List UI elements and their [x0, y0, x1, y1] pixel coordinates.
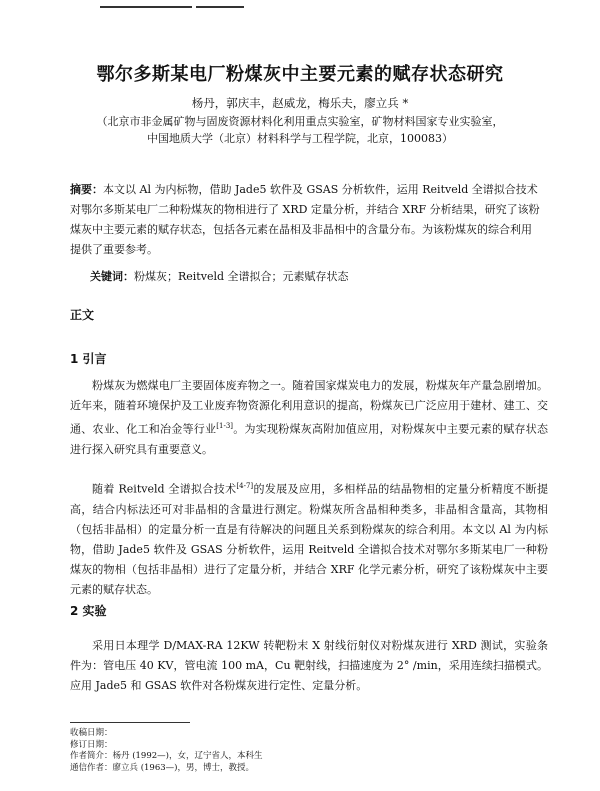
section-1-paragraph-2	[70, 476, 548, 600]
paragraph-text: 。为实现粉煤灰高附加值应用，对粉煤灰中主要元素的赋存状态进行探入研究具有重要意义。	[70, 422, 549, 456]
author-list: 杨丹，郭庆丰，赵威龙，梅乐夫，廖立兵 *	[191, 96, 409, 110]
paragraph-text: 随着 Reitveld 全谱拟合技术	[92, 482, 237, 496]
section-1-heading: 1 引言	[70, 352, 107, 366]
keywords-label: 关键词：	[90, 270, 134, 283]
section-2-heading: 2 实验	[70, 604, 107, 618]
paper-title: 鄂尔多斯某电厂粉煤灰中主要元素的赋存状态研究	[96, 64, 504, 85]
main-heading: 正文	[70, 308, 95, 322]
footnote-revised: 修订日期：	[70, 739, 113, 750]
section-2-paragraph-1: 采用日本理学 D/MAX-RA 12KW 转靶粉末 X 射线衍射仪对粉煤灰进行 XRD 测试，实验条件为：管电压 40 KV，管电流 100 mA，Cu 靶射线，扫描速度为 2° /min，采用连续扫描模式。应用 Jade5 和 GSAS 软件对各粉煤灰进行定性、定量分析。	[70, 639, 548, 692]
footnote-rule	[70, 722, 190, 723]
footnote-corresponding: 通信作者：廖立兵 (1963—)，男，博士，教授。	[70, 762, 254, 773]
abstract-label: 摘要：	[70, 183, 103, 196]
section-1-paragraph-1	[70, 376, 548, 460]
header-rule	[100, 6, 192, 8]
affiliation-line-1: （北京市非金属矿物与固废资源材料化利用重点实验室，矿物材料国家专业实验室，	[96, 115, 504, 128]
paragraph-text: 粉煤灰为燃煤电厂主要固体废弃物之一。随着国家煤炭电力的发展，粉煤灰年产量急剧增加。近年来，随着环境保护及工业废弃物资源化利用意识的提高，粉煤灰已广泛应用于建材、建工、交通、农业、化工和冶金等行业	[70, 379, 548, 436]
paragraph-text: 的发展及应用，多相样品的结晶物相的定量分析精度不断提高，结合内标法还可对非晶相的含量进行测定。粉煤灰所含晶相种类多，非晶相含量高，其物相（包括非晶相）的定量分析一直是有待解决的问题且关系到粉煤灰的综合利用。本文以 Al 为内标物，借助 Jade5 软件及 GSAS 分析软件，运用 Reitveld 全谱拟合技术对鄂尔多斯某电厂一种粉煤灰的物相（包括非晶相）进行了定量分析，并结合 XRF 化学元素分析，研究了该粉煤灰中主要元素的赋存状态。	[70, 482, 549, 596]
abstract	[70, 180, 540, 260]
citation: [4-7]	[236, 482, 254, 490]
footnotes	[70, 728, 470, 774]
header-rule-short	[196, 6, 244, 8]
keywords	[90, 268, 540, 284]
keywords-text: 粉煤灰；Reitveld 全谱拟合；元素赋存状态	[134, 270, 349, 283]
footnote-author-bio: 作者简介：杨丹 (1992—)，女，辽宁省人，本科生	[70, 751, 263, 761]
citation: [1-3]	[216, 422, 233, 430]
affiliation-line-2: 中国地质大学（北京）材料科学与工程学院，北京，100083）	[147, 132, 453, 145]
abstract-text: 本文以 Al 为内标物，借助 Jade5 软件及 GSAS 分析软件，运用 Reitveld 全谱拟合技术对鄂尔多斯某电厂二种粉煤灰的物相进行了 XRD 定量分析，并结合 XRF 分析结果，研究了该粉煤灰中主要元素的赋存状态，包括各元素在晶相及非晶相中的含量分布。为该粉煤灰的综合利用提供了重要参考。	[70, 183, 540, 256]
footnote-received: 收稿日期：	[70, 728, 113, 738]
